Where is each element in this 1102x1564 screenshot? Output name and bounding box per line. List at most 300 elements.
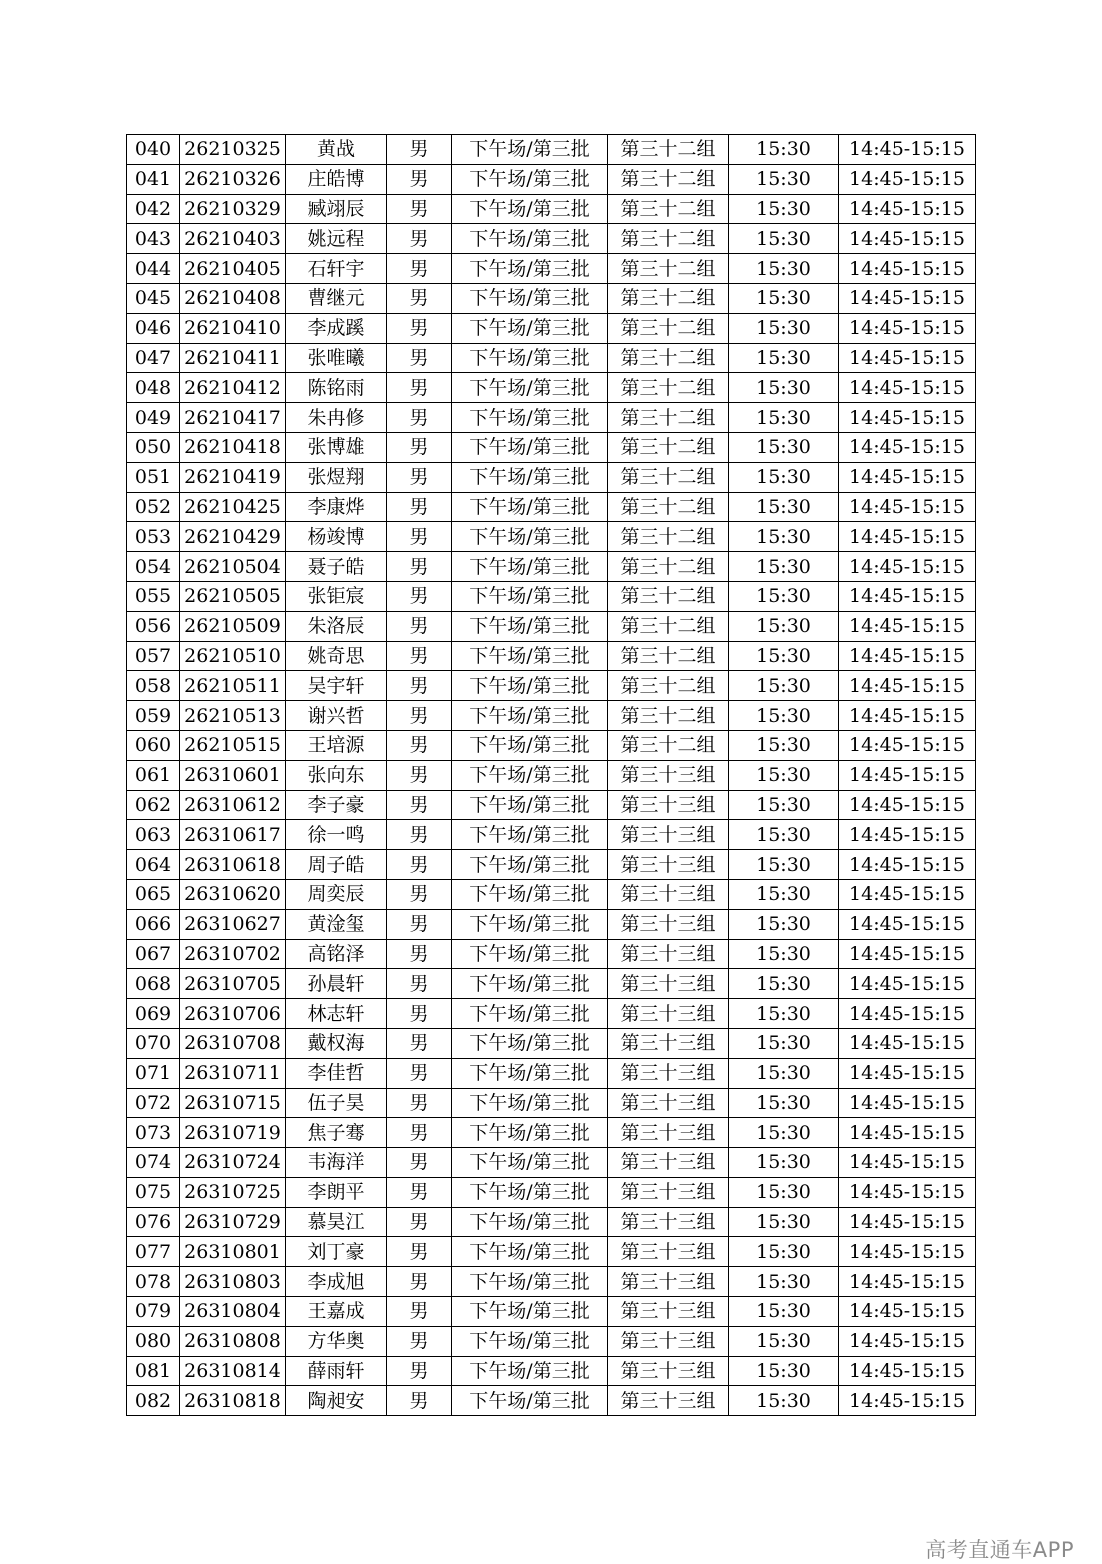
exam-id-cell: 26210505 [180,581,286,611]
table-row [127,850,976,880]
group-cell: 第三十三组 [608,1207,729,1237]
session-batch-cell: 下午场/第三批 [452,1118,608,1148]
student-name-cell: 陈铭雨 [286,373,387,403]
gender-cell: 男 [387,1356,452,1386]
table-row [127,1148,976,1178]
group-cell: 第三十三组 [608,969,729,999]
time-cell: 15:30 [729,581,839,611]
time-range-cell: 14:45-15:15 [839,1386,976,1416]
table-row [127,1237,976,1267]
time-range-cell: 14:45-15:15 [839,850,976,880]
group-cell: 第三十二组 [608,701,729,731]
session-batch-cell: 下午场/第三批 [452,254,608,284]
time-cell: 15:30 [729,1118,839,1148]
exam-id-cell: 26310620 [180,879,286,909]
gender-cell: 男 [387,1326,452,1356]
exam-id-cell: 26210410 [180,313,286,343]
session-batch-cell: 下午场/第三批 [452,1326,608,1356]
gender-cell: 男 [387,820,452,850]
student-name-cell: 姚远程 [286,224,387,254]
exam-id-cell: 26210513 [180,701,286,731]
seq-number-cell: 077 [127,1237,180,1267]
time-cell: 15:30 [729,1297,839,1327]
table-row [127,1028,976,1058]
time-range-cell: 14:45-15:15 [839,1267,976,1297]
time-cell: 15:30 [729,1237,839,1267]
student-name-cell: 朱洛辰 [286,611,387,641]
time-cell: 15:30 [729,969,839,999]
table-row [127,939,976,969]
time-cell: 15:30 [729,194,839,224]
session-batch-cell: 下午场/第三批 [452,939,608,969]
exam-id-cell: 26210418 [180,432,286,462]
time-range-cell: 14:45-15:15 [839,1237,976,1267]
time-cell: 15:30 [729,1326,839,1356]
group-cell: 第三十二组 [608,403,729,433]
exam-id-cell: 26310803 [180,1267,286,1297]
time-cell: 15:30 [729,1356,839,1386]
seq-number-cell: 054 [127,552,180,582]
seq-number-cell: 078 [127,1267,180,1297]
exam-id-cell: 26310708 [180,1028,286,1058]
time-cell: 15:30 [729,135,839,165]
table-row [127,1118,976,1148]
group-cell: 第三十三组 [608,1058,729,1088]
student-name-cell: 薛雨轩 [286,1356,387,1386]
group-cell: 第三十三组 [608,1267,729,1297]
time-range-cell: 14:45-15:15 [839,552,976,582]
gender-cell: 男 [387,194,452,224]
seq-number-cell: 041 [127,164,180,194]
seq-number-cell: 052 [127,492,180,522]
student-name-cell: 庄皓博 [286,164,387,194]
student-name-cell: 伍子昊 [286,1088,387,1118]
exam-id-cell: 26210510 [180,641,286,671]
table-row [127,403,976,433]
student-name-cell: 张钜宸 [286,581,387,611]
time-range-cell: 14:45-15:15 [839,1028,976,1058]
time-cell: 15:30 [729,850,839,880]
seq-number-cell: 049 [127,403,180,433]
group-cell: 第三十三组 [608,1237,729,1267]
student-name-cell: 曹继元 [286,283,387,313]
session-batch-cell: 下午场/第三批 [452,760,608,790]
group-cell: 第三十三组 [608,1148,729,1178]
session-batch-cell: 下午场/第三批 [452,701,608,731]
table-row [127,790,976,820]
student-name-cell: 李成旭 [286,1267,387,1297]
student-name-cell: 王培源 [286,730,387,760]
gender-cell: 男 [387,373,452,403]
time-cell: 15:30 [729,313,839,343]
time-cell: 15:30 [729,1207,839,1237]
seq-number-cell: 062 [127,790,180,820]
student-schedule-table [126,134,976,1416]
seq-number-cell: 051 [127,462,180,492]
time-range-cell: 14:45-15:15 [839,343,976,373]
exam-id-cell: 26210412 [180,373,286,403]
time-cell: 15:30 [729,790,839,820]
seq-number-cell: 042 [127,194,180,224]
seq-number-cell: 043 [127,224,180,254]
gender-cell: 男 [387,581,452,611]
session-batch-cell: 下午场/第三批 [452,283,608,313]
seq-number-cell: 067 [127,939,180,969]
group-cell: 第三十三组 [608,1177,729,1207]
session-batch-cell: 下午场/第三批 [452,1207,608,1237]
gender-cell: 男 [387,492,452,522]
student-name-cell: 张向东 [286,760,387,790]
group-cell: 第三十二组 [608,552,729,582]
table-row [127,1058,976,1088]
seq-number-cell: 059 [127,701,180,731]
student-name-cell: 戴权海 [286,1028,387,1058]
time-cell: 15:30 [729,1386,839,1416]
seq-number-cell: 040 [127,135,180,165]
gender-cell: 男 [387,254,452,284]
time-cell: 15:30 [729,939,839,969]
session-batch-cell: 下午场/第三批 [452,671,608,701]
seq-number-cell: 061 [127,760,180,790]
table-row [127,1088,976,1118]
session-batch-cell: 下午场/第三批 [452,1177,608,1207]
student-name-cell: 王嘉成 [286,1297,387,1327]
student-name-cell: 吴宇轩 [286,671,387,701]
group-cell: 第三十三组 [608,1118,729,1148]
time-cell: 15:30 [729,611,839,641]
table-row [127,611,976,641]
table-row [127,1267,976,1297]
student-name-cell: 张煜翔 [286,462,387,492]
gender-cell: 男 [387,1207,452,1237]
gender-cell: 男 [387,790,452,820]
session-batch-cell: 下午场/第三批 [452,343,608,373]
session-batch-cell: 下午场/第三批 [452,611,608,641]
student-name-cell: 李子豪 [286,790,387,820]
session-batch-cell: 下午场/第三批 [452,1028,608,1058]
gender-cell: 男 [387,1058,452,1088]
seq-number-cell: 075 [127,1177,180,1207]
group-cell: 第三十二组 [608,641,729,671]
table-row [127,135,976,165]
gender-cell: 男 [387,1237,452,1267]
group-cell: 第三十二组 [608,194,729,224]
table-row [127,760,976,790]
table-row [127,522,976,552]
gender-cell: 男 [387,1297,452,1327]
time-cell: 15:30 [729,283,839,313]
exam-id-cell: 26210405 [180,254,286,284]
group-cell: 第三十二组 [608,224,729,254]
time-cell: 15:30 [729,164,839,194]
student-name-cell: 聂子皓 [286,552,387,582]
student-name-cell: 刘丁豪 [286,1237,387,1267]
group-cell: 第三十三组 [608,820,729,850]
exam-id-cell: 26210429 [180,522,286,552]
seq-number-cell: 053 [127,522,180,552]
group-cell: 第三十三组 [608,850,729,880]
table-row [127,283,976,313]
time-range-cell: 14:45-15:15 [839,730,976,760]
time-cell: 15:30 [729,432,839,462]
session-batch-cell: 下午场/第三批 [452,164,608,194]
time-range-cell: 14:45-15:15 [839,432,976,462]
exam-id-cell: 26210504 [180,552,286,582]
group-cell: 第三十二组 [608,135,729,165]
time-range-cell: 14:45-15:15 [839,373,976,403]
time-range-cell: 14:45-15:15 [839,1326,976,1356]
group-cell: 第三十二组 [608,283,729,313]
gender-cell: 男 [387,641,452,671]
time-range-cell: 14:45-15:15 [839,820,976,850]
time-range-cell: 14:45-15:15 [839,879,976,909]
time-range-cell: 14:45-15:15 [839,224,976,254]
student-name-cell: 徐一鸣 [286,820,387,850]
gender-cell: 男 [387,909,452,939]
session-batch-cell: 下午场/第三批 [452,462,608,492]
time-range-cell: 14:45-15:15 [839,522,976,552]
time-cell: 15:30 [729,224,839,254]
seq-number-cell: 076 [127,1207,180,1237]
seq-number-cell: 056 [127,611,180,641]
student-name-cell: 朱冉修 [286,403,387,433]
exam-id-cell: 26310627 [180,909,286,939]
time-range-cell: 14:45-15:15 [839,492,976,522]
seq-number-cell: 047 [127,343,180,373]
seq-number-cell: 070 [127,1028,180,1058]
time-cell: 15:30 [729,760,839,790]
time-cell: 15:30 [729,373,839,403]
group-cell: 第三十三组 [608,1088,729,1118]
student-name-cell: 杨竣博 [286,522,387,552]
gender-cell: 男 [387,671,452,701]
session-batch-cell: 下午场/第三批 [452,552,608,582]
session-batch-cell: 下午场/第三批 [452,790,608,820]
time-range-cell: 14:45-15:15 [839,313,976,343]
session-batch-cell: 下午场/第三批 [452,1058,608,1088]
time-range-cell: 14:45-15:15 [839,641,976,671]
session-batch-cell: 下午场/第三批 [452,879,608,909]
time-range-cell: 14:45-15:15 [839,403,976,433]
student-name-cell: 孙晨轩 [286,969,387,999]
time-cell: 15:30 [729,1088,839,1118]
exam-id-cell: 26310618 [180,850,286,880]
session-batch-cell: 下午场/第三批 [452,1088,608,1118]
student-name-cell: 焦子骞 [286,1118,387,1148]
time-range-cell: 14:45-15:15 [839,194,976,224]
student-name-cell: 谢兴哲 [286,701,387,731]
table-row [127,909,976,939]
gender-cell: 男 [387,1148,452,1178]
time-cell: 15:30 [729,492,839,522]
student-name-cell: 李佳哲 [286,1058,387,1088]
exam-id-cell: 26210325 [180,135,286,165]
gender-cell: 男 [387,730,452,760]
table-row [127,701,976,731]
table-row [127,194,976,224]
time-range-cell: 14:45-15:15 [839,164,976,194]
seq-number-cell: 048 [127,373,180,403]
seq-number-cell: 058 [127,671,180,701]
table-row [127,1177,976,1207]
session-batch-cell: 下午场/第三批 [452,1297,608,1327]
seq-number-cell: 066 [127,909,180,939]
table-body [127,135,976,1416]
table-row [127,1386,976,1416]
time-cell: 15:30 [729,552,839,582]
session-batch-cell: 下午场/第三批 [452,492,608,522]
student-name-cell: 李朗平 [286,1177,387,1207]
time-range-cell: 14:45-15:15 [839,135,976,165]
table-row [127,552,976,582]
table-row [127,999,976,1029]
group-cell: 第三十二组 [608,373,729,403]
group-cell: 第三十二组 [608,492,729,522]
gender-cell: 男 [387,462,452,492]
gender-cell: 男 [387,343,452,373]
exam-id-cell: 26310719 [180,1118,286,1148]
exam-id-cell: 26210411 [180,343,286,373]
session-batch-cell: 下午场/第三批 [452,194,608,224]
exam-id-cell: 26210419 [180,462,286,492]
session-batch-cell: 下午场/第三批 [452,313,608,343]
table-row [127,164,976,194]
table-row [127,641,976,671]
time-range-cell: 14:45-15:15 [839,1058,976,1088]
group-cell: 第三十二组 [608,671,729,701]
seq-number-cell: 072 [127,1088,180,1118]
student-name-cell: 石轩宇 [286,254,387,284]
exam-id-cell: 26310706 [180,999,286,1029]
exam-id-cell: 26210515 [180,730,286,760]
student-name-cell: 李成蹊 [286,313,387,343]
group-cell: 第三十三组 [608,1386,729,1416]
time-cell: 15:30 [729,522,839,552]
session-batch-cell: 下午场/第三批 [452,224,608,254]
table-row [127,373,976,403]
time-range-cell: 14:45-15:15 [839,283,976,313]
table-row [127,254,976,284]
exam-id-cell: 26210509 [180,611,286,641]
time-range-cell: 14:45-15:15 [839,909,976,939]
gender-cell: 男 [387,611,452,641]
exam-id-cell: 26210403 [180,224,286,254]
exam-id-cell: 26310612 [180,790,286,820]
table-row [127,730,976,760]
time-cell: 15:30 [729,1177,839,1207]
gender-cell: 男 [387,1088,452,1118]
group-cell: 第三十二组 [608,432,729,462]
time-range-cell: 14:45-15:15 [839,581,976,611]
exam-id-cell: 26310711 [180,1058,286,1088]
group-cell: 第三十二组 [608,313,729,343]
seq-number-cell: 060 [127,730,180,760]
exam-id-cell: 26310724 [180,1148,286,1178]
student-name-cell: 韦海洋 [286,1148,387,1178]
time-range-cell: 14:45-15:15 [839,1148,976,1178]
seq-number-cell: 081 [127,1356,180,1386]
exam-id-cell: 26310801 [180,1237,286,1267]
time-range-cell: 14:45-15:15 [839,969,976,999]
group-cell: 第三十二组 [608,462,729,492]
session-batch-cell: 下午场/第三批 [452,1237,608,1267]
exam-id-cell: 26310715 [180,1088,286,1118]
gender-cell: 男 [387,1028,452,1058]
group-cell: 第三十三组 [608,999,729,1029]
time-cell: 15:30 [729,1028,839,1058]
exam-id-cell: 26310601 [180,760,286,790]
session-batch-cell: 下午场/第三批 [452,403,608,433]
group-cell: 第三十二组 [608,730,729,760]
exam-id-cell: 26310818 [180,1386,286,1416]
session-batch-cell: 下午场/第三批 [452,1267,608,1297]
table-row [127,1297,976,1327]
seq-number-cell: 074 [127,1148,180,1178]
session-batch-cell: 下午场/第三批 [452,432,608,462]
time-range-cell: 14:45-15:15 [839,1177,976,1207]
group-cell: 第三十三组 [608,1297,729,1327]
gender-cell: 男 [387,403,452,433]
exam-id-cell: 26310702 [180,939,286,969]
student-name-cell: 周奕辰 [286,879,387,909]
exam-id-cell: 26310729 [180,1207,286,1237]
table-row [127,581,976,611]
session-batch-cell: 下午场/第三批 [452,581,608,611]
session-batch-cell: 下午场/第三批 [452,522,608,552]
session-batch-cell: 下午场/第三批 [452,969,608,999]
gender-cell: 男 [387,283,452,313]
group-cell: 第三十三组 [608,909,729,939]
seq-number-cell: 069 [127,999,180,1029]
table-row [127,1207,976,1237]
gender-cell: 男 [387,999,452,1029]
table-row [127,879,976,909]
gender-cell: 男 [387,939,452,969]
exam-id-cell: 26310804 [180,1297,286,1327]
gender-cell: 男 [387,879,452,909]
table-row [127,820,976,850]
seq-number-cell: 055 [127,581,180,611]
exam-id-cell: 26310814 [180,1356,286,1386]
session-batch-cell: 下午场/第三批 [452,135,608,165]
gender-cell: 男 [387,1267,452,1297]
seq-number-cell: 057 [127,641,180,671]
session-batch-cell: 下午场/第三批 [452,820,608,850]
time-cell: 15:30 [729,254,839,284]
student-name-cell: 方华奥 [286,1326,387,1356]
table-row [127,671,976,701]
time-cell: 15:30 [729,671,839,701]
student-name-cell: 高铭泽 [286,939,387,969]
time-cell: 15:30 [729,1148,839,1178]
gender-cell: 男 [387,552,452,582]
time-cell: 15:30 [729,1267,839,1297]
exam-id-cell: 26310808 [180,1326,286,1356]
group-cell: 第三十二组 [608,164,729,194]
session-batch-cell: 下午场/第三批 [452,1148,608,1178]
seq-number-cell: 044 [127,254,180,284]
gender-cell: 男 [387,135,452,165]
time-cell: 15:30 [729,909,839,939]
gender-cell: 男 [387,432,452,462]
time-range-cell: 14:45-15:15 [839,939,976,969]
time-cell: 15:30 [729,820,839,850]
table-row [127,969,976,999]
seq-number-cell: 080 [127,1326,180,1356]
time-range-cell: 14:45-15:15 [839,999,976,1029]
session-batch-cell: 下午场/第三批 [452,730,608,760]
time-range-cell: 14:45-15:15 [839,1118,976,1148]
